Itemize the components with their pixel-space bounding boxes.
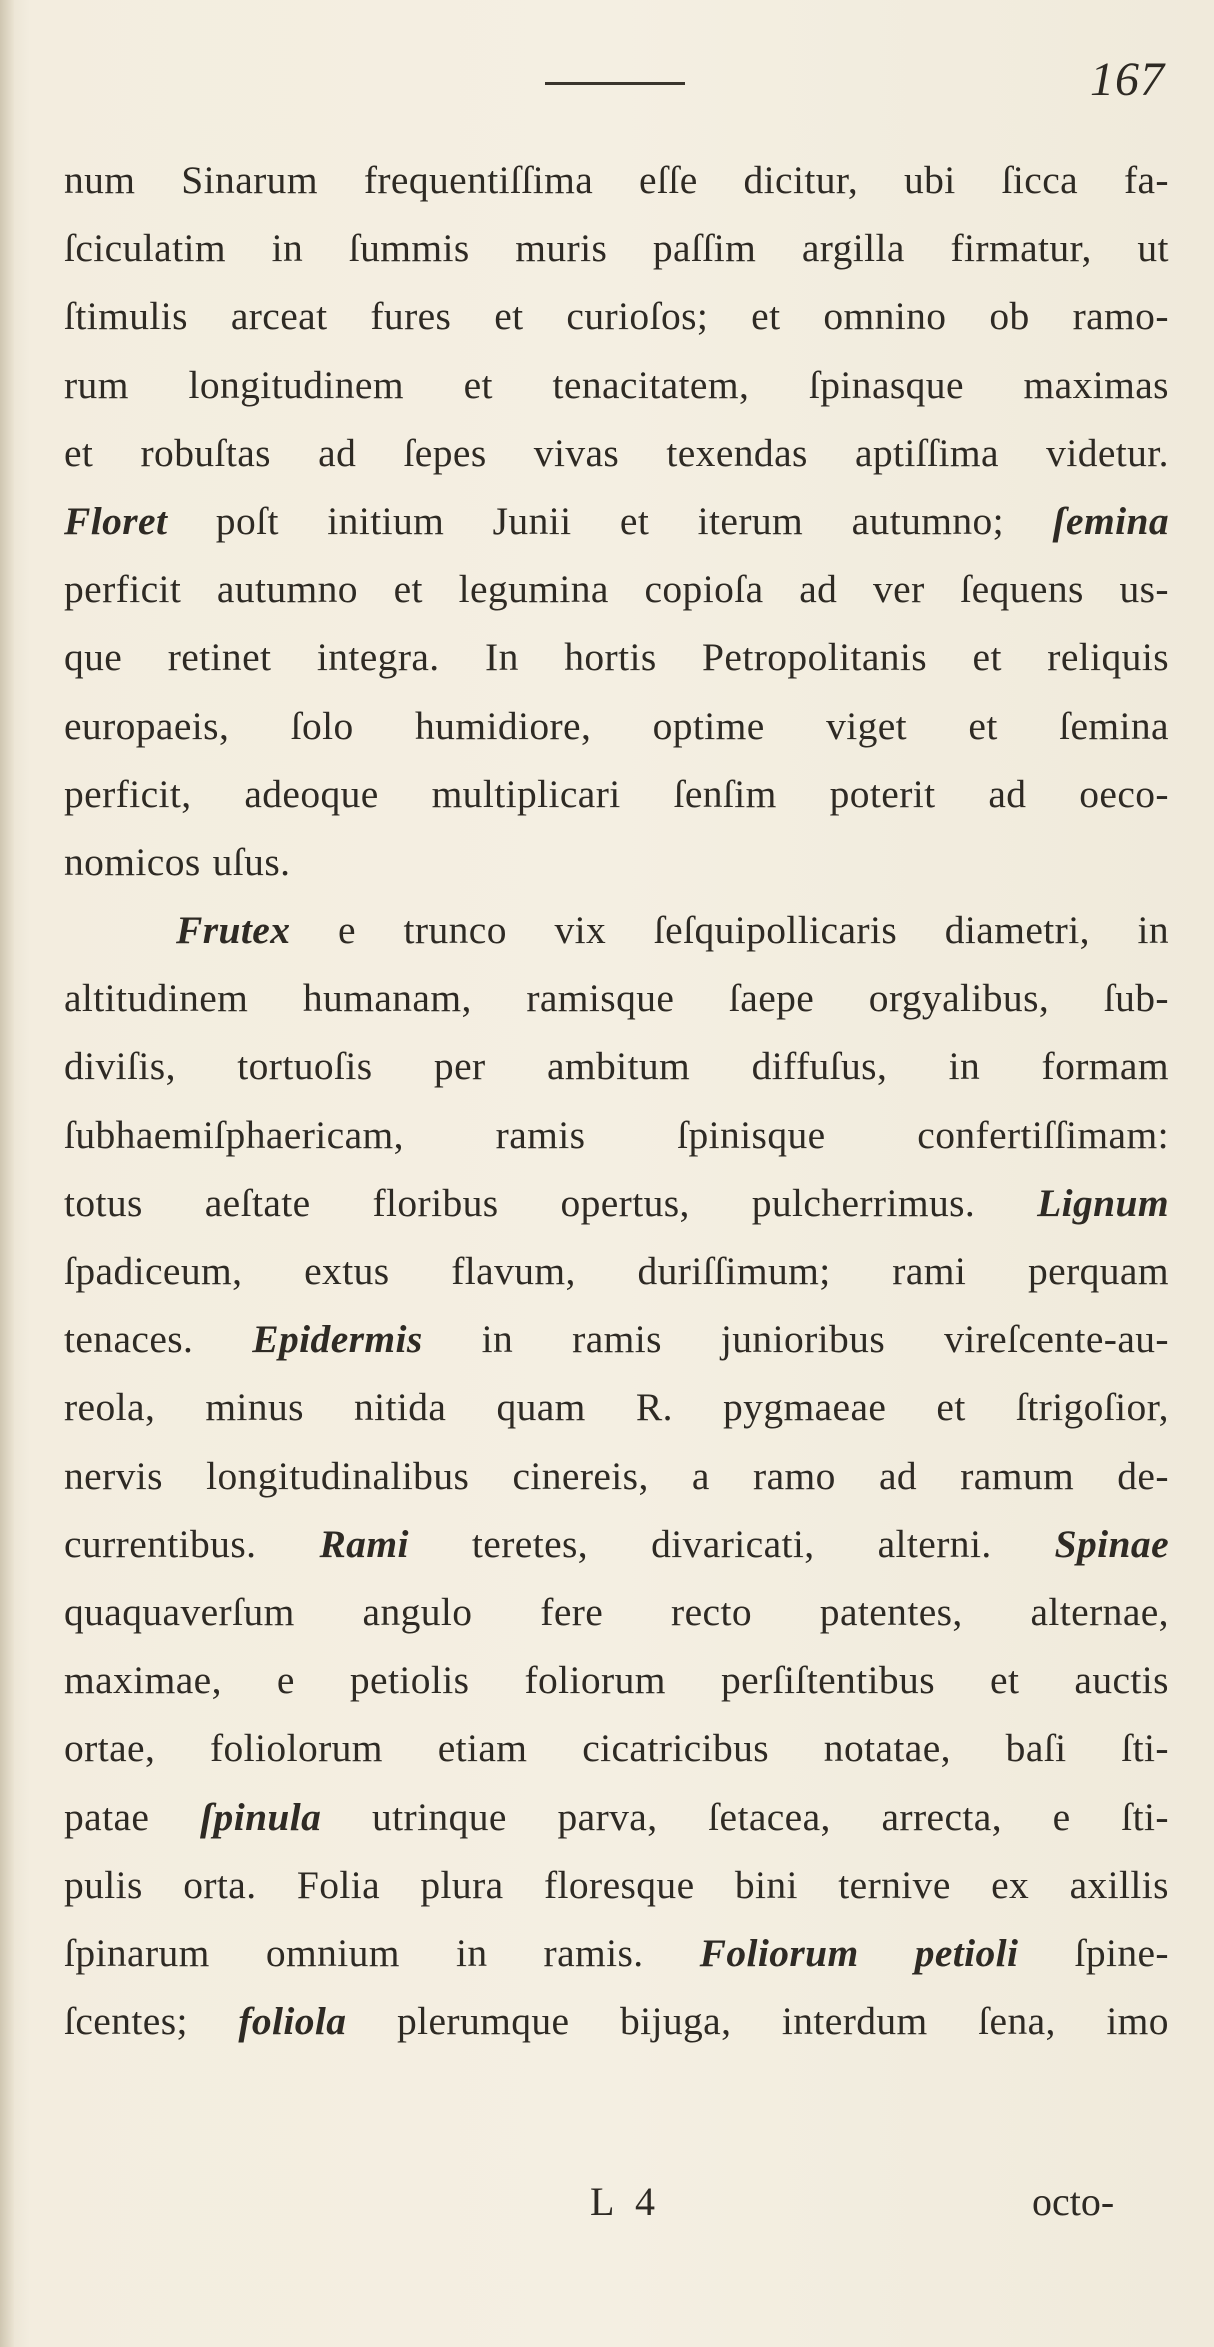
word: foliorum	[524, 1658, 666, 1703]
word: ſena,	[978, 1999, 1056, 2044]
word: foliolorum	[209, 1726, 383, 1771]
word: Folia	[296, 1862, 381, 1907]
word: longitudinalibus	[206, 1453, 470, 1498]
word: reliquis	[1047, 635, 1169, 680]
word: e	[1052, 1794, 1071, 1839]
word: et	[463, 362, 493, 407]
word: ad	[988, 771, 1027, 816]
text-line	[64, 896, 1169, 964]
italic-word: ſemina	[1052, 498, 1169, 543]
word: ſtimulis	[64, 294, 188, 339]
word: bijuga,	[619, 1999, 732, 2044]
italic-word: Floret	[64, 498, 168, 543]
word: maximae,	[64, 1658, 222, 1703]
word: totus	[64, 1180, 143, 1225]
word: ſemina	[1059, 703, 1169, 748]
word: nitida	[353, 1385, 447, 1430]
text-line	[64, 1305, 1169, 1373]
word: auctis	[1074, 1658, 1169, 1703]
word: ſpine-	[1074, 1930, 1169, 1975]
word: utrinque	[371, 1794, 507, 1839]
word: in	[271, 226, 304, 271]
word: ubi	[903, 158, 956, 202]
word: ad	[318, 430, 357, 475]
word: ortae,	[64, 1726, 156, 1771]
word: altitudinem	[64, 976, 249, 1021]
word: autumno;	[851, 498, 1005, 543]
text-line	[64, 487, 1169, 555]
word: et	[972, 635, 1002, 680]
word: iterum	[697, 498, 804, 543]
word: parva,	[557, 1794, 658, 1839]
text-line	[64, 1373, 1169, 1441]
word: plerumque	[396, 1999, 570, 2044]
word: extus	[304, 1249, 390, 1293]
text-line	[64, 1101, 1169, 1169]
word: muris	[515, 226, 608, 271]
word: a	[691, 1453, 710, 1498]
word: multiplicari	[431, 771, 621, 816]
word: curioſos;	[566, 294, 709, 339]
word: tenaces.	[64, 1317, 194, 1362]
word: arceat	[230, 294, 328, 339]
word: ex	[991, 1862, 1030, 1907]
word: ſpadiceum,	[64, 1249, 243, 1293]
word: et	[64, 430, 94, 475]
word: cinereis,	[512, 1453, 649, 1498]
text-line	[64, 419, 1169, 487]
word: maximas	[1023, 362, 1169, 407]
text-line	[64, 351, 1169, 419]
word: autumno	[216, 567, 358, 612]
word: R.	[635, 1385, 673, 1430]
text-line	[64, 214, 1169, 282]
word: e	[337, 908, 356, 953]
word: divaricati,	[651, 1521, 815, 1566]
word: vivas	[533, 430, 620, 475]
word: robuſtas	[140, 430, 271, 475]
word: us-	[1119, 567, 1169, 612]
word: in	[481, 1317, 514, 1362]
word: junioribus	[720, 1317, 886, 1362]
word: omnium	[265, 1930, 400, 1975]
word: Petropolitanis	[702, 635, 928, 680]
word: vix	[554, 908, 607, 953]
word: ſepes	[403, 430, 487, 475]
body-text	[64, 146, 1169, 2055]
word: perficit	[64, 567, 182, 612]
word: rum	[64, 362, 129, 407]
word: ſetacea,	[708, 1794, 831, 1839]
word: Junii	[492, 498, 572, 543]
word: hortis	[564, 635, 657, 680]
word: flavum,	[451, 1249, 576, 1293]
italic-word: ſpinula	[199, 1794, 322, 1839]
word: ramis	[495, 1112, 586, 1157]
word: ut	[1137, 226, 1169, 271]
word: nomicos	[64, 839, 201, 884]
word: europaeis,	[64, 703, 230, 748]
word: floribus	[372, 1180, 499, 1225]
text-line	[64, 1919, 1169, 1987]
word: retinet	[167, 635, 272, 680]
word: perquam	[1028, 1249, 1169, 1293]
catchword: octo-	[1032, 2179, 1115, 2224]
word: ſti-	[1121, 1794, 1169, 1839]
word: currentibus.	[64, 1521, 257, 1566]
word: legumina	[458, 567, 609, 612]
word: poterit	[829, 771, 936, 816]
text-line	[64, 1987, 1169, 2055]
word: ternive	[838, 1862, 951, 1907]
word: ob	[989, 294, 1030, 339]
signature-mark: L 4	[590, 2179, 661, 2224]
word: uſus.	[212, 839, 291, 884]
word: ſpinisque	[677, 1112, 826, 1157]
word: videtur.	[1046, 430, 1169, 475]
text-line	[64, 623, 1169, 691]
word: in	[948, 1044, 981, 1089]
word: teretes,	[471, 1521, 589, 1566]
word: perſiſtentibus	[720, 1658, 935, 1703]
word: in	[1137, 908, 1169, 953]
text-line	[64, 1783, 1169, 1851]
text-line	[64, 1510, 1169, 1578]
word: num	[64, 158, 136, 202]
word: ſub-	[1103, 976, 1169, 1021]
word: floresque	[543, 1862, 695, 1907]
word: diviſis,	[64, 1044, 176, 1089]
italic-word: Rami	[319, 1521, 409, 1566]
word: rami	[892, 1249, 967, 1293]
word: ambitum	[546, 1044, 691, 1089]
word: ſolo	[290, 703, 354, 748]
word: ſummis	[348, 226, 470, 271]
header-rule	[545, 82, 685, 85]
word: minus	[205, 1385, 304, 1430]
text-line	[64, 1032, 1169, 1100]
word: quaquaverſum	[64, 1589, 295, 1634]
word: ſenſim	[673, 771, 777, 816]
word: diametri,	[944, 908, 1090, 953]
text-line	[64, 146, 1169, 214]
text-line	[64, 1237, 1169, 1305]
word: ſeſquipollicaris	[653, 908, 898, 953]
word: humanam,	[302, 976, 472, 1021]
word: ramis.	[543, 1930, 644, 1975]
word: oeco-	[1079, 771, 1169, 816]
binding-edge	[0, 0, 14, 2347]
word: aeſtate	[204, 1180, 311, 1225]
word: orta.	[183, 1862, 257, 1907]
text-line	[64, 1646, 1169, 1714]
word: interdum	[781, 1999, 928, 2044]
word: tortuoſis	[237, 1044, 373, 1089]
word: ſcentes;	[64, 1999, 188, 2044]
word: etiam	[437, 1726, 528, 1771]
word: ſicca	[1001, 158, 1079, 202]
text-line	[64, 1714, 1169, 1782]
word: ramisque	[526, 976, 675, 1021]
text-line	[64, 760, 1169, 828]
text-line	[64, 1851, 1169, 1919]
word: arrecta,	[881, 1794, 1002, 1839]
word: de-	[1117, 1453, 1169, 1498]
word: adeoque	[244, 771, 379, 816]
word: humidiore,	[415, 703, 592, 748]
word: optime	[652, 703, 765, 748]
word: axillis	[1069, 1862, 1169, 1907]
word: recto	[671, 1589, 752, 1634]
word: vireſcente-au-	[944, 1317, 1169, 1362]
text-line	[64, 1169, 1169, 1237]
page-number: 167	[1090, 53, 1165, 106]
word: et	[494, 294, 524, 339]
word: In	[485, 635, 519, 680]
word: petiolis	[349, 1658, 470, 1703]
word: et	[936, 1385, 966, 1430]
word: firmatur,	[950, 226, 1092, 271]
text-line	[64, 1578, 1169, 1646]
word: texendas	[666, 430, 808, 475]
word: poſt	[215, 498, 279, 543]
word: nervis	[64, 1453, 163, 1498]
word: ramum	[960, 1453, 1075, 1498]
word: in	[455, 1930, 488, 1975]
word: ad	[799, 567, 838, 612]
word: ſpinarum	[64, 1930, 210, 1975]
word: e	[276, 1658, 295, 1703]
word: opertus,	[560, 1180, 690, 1225]
word: ad	[878, 1453, 918, 1498]
word: aptiſſima	[854, 430, 999, 475]
word: ſti-	[1121, 1726, 1169, 1771]
word: que	[64, 635, 123, 680]
word: longitudinem	[188, 362, 404, 407]
word: argilla	[801, 226, 905, 271]
text-line	[64, 692, 1169, 760]
word: per	[433, 1044, 486, 1089]
word: imo	[1106, 1999, 1169, 2044]
word: ver	[872, 567, 925, 612]
word: quam	[496, 1385, 586, 1430]
word: duriſſimum;	[637, 1249, 831, 1293]
word: pulcherrimus.	[751, 1180, 976, 1225]
word: ſtrigoſior,	[1015, 1385, 1169, 1430]
word: ramo	[753, 1453, 836, 1498]
word: ſequens	[960, 567, 1084, 612]
word: fere	[540, 1589, 604, 1634]
word: perficit,	[64, 771, 192, 816]
word: cicatricibus	[582, 1726, 770, 1771]
word: alterni.	[877, 1521, 992, 1566]
word: alternae,	[1030, 1589, 1169, 1634]
word: ramis	[572, 1317, 662, 1362]
word: patae	[64, 1794, 150, 1839]
word: reola,	[64, 1385, 156, 1430]
word: baſi	[1005, 1726, 1067, 1771]
italic-word: foliola	[238, 1999, 347, 2044]
italic-word: Spinae	[1054, 1521, 1169, 1566]
word: formam	[1041, 1044, 1169, 1089]
word: diffuſus,	[751, 1044, 888, 1089]
word: et	[968, 703, 998, 748]
word: confertiſſimam:	[917, 1112, 1169, 1157]
word: bini	[734, 1862, 798, 1907]
word: notatae,	[823, 1726, 951, 1771]
word: patentes,	[819, 1589, 963, 1634]
word: dicitur,	[743, 158, 859, 202]
text-line	[64, 828, 1169, 896]
text-line	[64, 282, 1169, 350]
word: plura	[420, 1862, 504, 1907]
word: fa-	[1123, 158, 1169, 202]
word: ſpinasque	[808, 362, 964, 407]
word: ſaepe	[728, 976, 815, 1021]
word: Sinarum	[181, 158, 318, 202]
word: tenacitatem,	[552, 362, 750, 407]
word: frequentiſſima	[363, 158, 594, 202]
italic-word: Epidermis	[252, 1317, 423, 1362]
word: initium	[327, 498, 445, 543]
page-footer	[0, 2178, 1214, 2248]
word: integra.	[316, 635, 440, 680]
word: ramo-	[1072, 294, 1169, 339]
text-line	[64, 1442, 1169, 1510]
word: et	[619, 498, 650, 543]
word: ſubhaemiſphaericam,	[64, 1112, 404, 1157]
word: pygmaeae	[723, 1385, 887, 1430]
word: pulis	[64, 1862, 143, 1907]
word: fures	[370, 294, 452, 339]
word: ſciculatim	[64, 226, 226, 271]
text-line	[64, 555, 1169, 623]
word: viget	[826, 703, 908, 748]
word: paſſim	[652, 226, 757, 271]
word: trunco	[403, 908, 507, 953]
text-line	[64, 964, 1169, 1032]
word: et	[990, 1658, 1020, 1703]
word: et	[751, 294, 781, 339]
italic-word: Foliorum	[699, 1930, 859, 1975]
word: et	[393, 567, 423, 612]
word: orgyalibus,	[868, 976, 1050, 1021]
word: copioſa	[644, 567, 764, 612]
word: angulo	[362, 1589, 473, 1634]
word: eſſe	[639, 158, 698, 202]
italic-word: Frutex	[176, 908, 291, 953]
italic-word: Lignum	[1037, 1180, 1169, 1225]
word: omnino	[823, 294, 947, 339]
italic-word: petioli	[914, 1930, 1019, 1975]
page-header	[0, 52, 1214, 132]
